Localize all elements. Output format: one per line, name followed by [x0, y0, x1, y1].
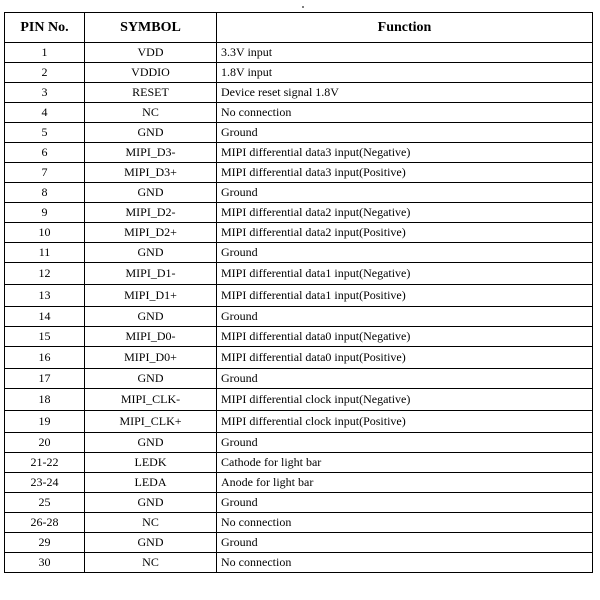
- table-row: [5, 83, 593, 103]
- table-row: [5, 203, 593, 223]
- symbol-cell: LEDA: [85, 473, 217, 493]
- pin-number-cell: 19: [5, 411, 85, 433]
- symbol-cell: GND: [85, 243, 217, 263]
- pin-number-cell: 26-28: [5, 513, 85, 533]
- symbol-cell: GND: [85, 123, 217, 143]
- function-cell: Ground: [217, 369, 593, 389]
- symbol-cell: MIPI_CLK-: [85, 389, 217, 411]
- pin-number-cell: 12: [5, 263, 85, 285]
- table-row: [5, 473, 593, 493]
- function-cell: Ground: [217, 243, 593, 263]
- pin-number-cell: 4: [5, 103, 85, 123]
- symbol-cell: MIPI_D0+: [85, 347, 217, 369]
- pin-number-cell: 18: [5, 389, 85, 411]
- symbol-cell: GND: [85, 183, 217, 203]
- symbol-cell: VDD: [85, 43, 217, 63]
- decorative-dot: [302, 6, 304, 8]
- symbol-cell: VDDIO: [85, 63, 217, 83]
- table-row: [5, 347, 593, 369]
- symbol-cell: MIPI_D2+: [85, 223, 217, 243]
- symbol-cell: MIPI_D3-: [85, 143, 217, 163]
- symbol-cell: MIPI_D2-: [85, 203, 217, 223]
- table-row: [5, 43, 593, 63]
- symbol-cell: MIPI_D3+: [85, 163, 217, 183]
- symbol-cell: GND: [85, 369, 217, 389]
- header-pin-number: PIN No.: [5, 13, 85, 43]
- symbol-cell: NC: [85, 513, 217, 533]
- table-row: [5, 369, 593, 389]
- pin-number-cell: 5: [5, 123, 85, 143]
- function-cell: MIPI differential data2 input(Positive): [217, 223, 593, 243]
- function-cell: Ground: [217, 307, 593, 327]
- pin-number-cell: 6: [5, 143, 85, 163]
- pin-number-cell: 7: [5, 163, 85, 183]
- table-header-row: [5, 13, 593, 43]
- pin-number-cell: 11: [5, 243, 85, 263]
- header-function: Function: [217, 13, 593, 43]
- function-cell: MIPI differential data3 input(Positive): [217, 163, 593, 183]
- pin-number-cell: 30: [5, 553, 85, 573]
- function-cell: Ground: [217, 183, 593, 203]
- table-row: [5, 553, 593, 573]
- symbol-cell: MIPI_D0-: [85, 327, 217, 347]
- table-row: [5, 243, 593, 263]
- table-row: [5, 263, 593, 285]
- pin-number-cell: 25: [5, 493, 85, 513]
- table-row: [5, 123, 593, 143]
- table-row: [5, 63, 593, 83]
- function-cell: MIPI differential data1 input(Positive): [217, 285, 593, 307]
- table-row: [5, 493, 593, 513]
- function-cell: No connection: [217, 103, 593, 123]
- function-cell: No connection: [217, 553, 593, 573]
- table-body: [5, 43, 593, 573]
- function-cell: Ground: [217, 433, 593, 453]
- symbol-cell: LEDK: [85, 453, 217, 473]
- function-cell: Ground: [217, 123, 593, 143]
- table-row: [5, 307, 593, 327]
- function-cell: Ground: [217, 533, 593, 553]
- pin-number-cell: 2: [5, 63, 85, 83]
- symbol-cell: GND: [85, 307, 217, 327]
- table-row: [5, 513, 593, 533]
- function-cell: MIPI differential data0 input(Negative): [217, 327, 593, 347]
- table-row: [5, 223, 593, 243]
- function-cell: MIPI differential data2 input(Negative): [217, 203, 593, 223]
- symbol-cell: RESET: [85, 83, 217, 103]
- function-cell: Cathode for light bar: [217, 453, 593, 473]
- function-cell: MIPI differential data1 input(Negative): [217, 263, 593, 285]
- table-row: [5, 183, 593, 203]
- symbol-cell: MIPI_D1+: [85, 285, 217, 307]
- symbol-cell: NC: [85, 553, 217, 573]
- pin-number-cell: 23-24: [5, 473, 85, 493]
- function-cell: MIPI differential clock input(Negative): [217, 389, 593, 411]
- pin-number-cell: 1: [5, 43, 85, 63]
- table-row: [5, 453, 593, 473]
- function-cell: MIPI differential data0 input(Positive): [217, 347, 593, 369]
- function-cell: Ground: [217, 493, 593, 513]
- table-row: [5, 143, 593, 163]
- pin-number-cell: 21-22: [5, 453, 85, 473]
- pin-number-cell: 17: [5, 369, 85, 389]
- pin-number-cell: 10: [5, 223, 85, 243]
- pin-number-cell: 9: [5, 203, 85, 223]
- table-row: [5, 389, 593, 411]
- function-cell: 3.3V input: [217, 43, 593, 63]
- header-symbol: SYMBOL: [85, 13, 217, 43]
- function-cell: MIPI differential clock input(Positive): [217, 411, 593, 433]
- pin-number-cell: 3: [5, 83, 85, 103]
- function-cell: Anode for light bar: [217, 473, 593, 493]
- symbol-cell: GND: [85, 533, 217, 553]
- table-row: [5, 533, 593, 553]
- table-row: [5, 103, 593, 123]
- table-row: [5, 433, 593, 453]
- pin-number-cell: 8: [5, 183, 85, 203]
- pin-number-cell: 14: [5, 307, 85, 327]
- pin-number-cell: 13: [5, 285, 85, 307]
- symbol-cell: GND: [85, 433, 217, 453]
- function-cell: Device reset signal 1.8V: [217, 83, 593, 103]
- symbol-cell: NC: [85, 103, 217, 123]
- pin-number-cell: 29: [5, 533, 85, 553]
- symbol-cell: MIPI_D1-: [85, 263, 217, 285]
- symbol-cell: GND: [85, 493, 217, 513]
- pin-number-cell: 20: [5, 433, 85, 453]
- symbol-cell: MIPI_CLK+: [85, 411, 217, 433]
- pin-number-cell: 15: [5, 327, 85, 347]
- table-row: [5, 163, 593, 183]
- table-row: [5, 327, 593, 347]
- table-row: [5, 411, 593, 433]
- table-row: [5, 285, 593, 307]
- function-cell: 1.8V input: [217, 63, 593, 83]
- function-cell: MIPI differential data3 input(Negative): [217, 143, 593, 163]
- pin-number-cell: 16: [5, 347, 85, 369]
- function-cell: No connection: [217, 513, 593, 533]
- document-page: [4, 4, 592, 588]
- pin-definition-table: [4, 12, 593, 573]
